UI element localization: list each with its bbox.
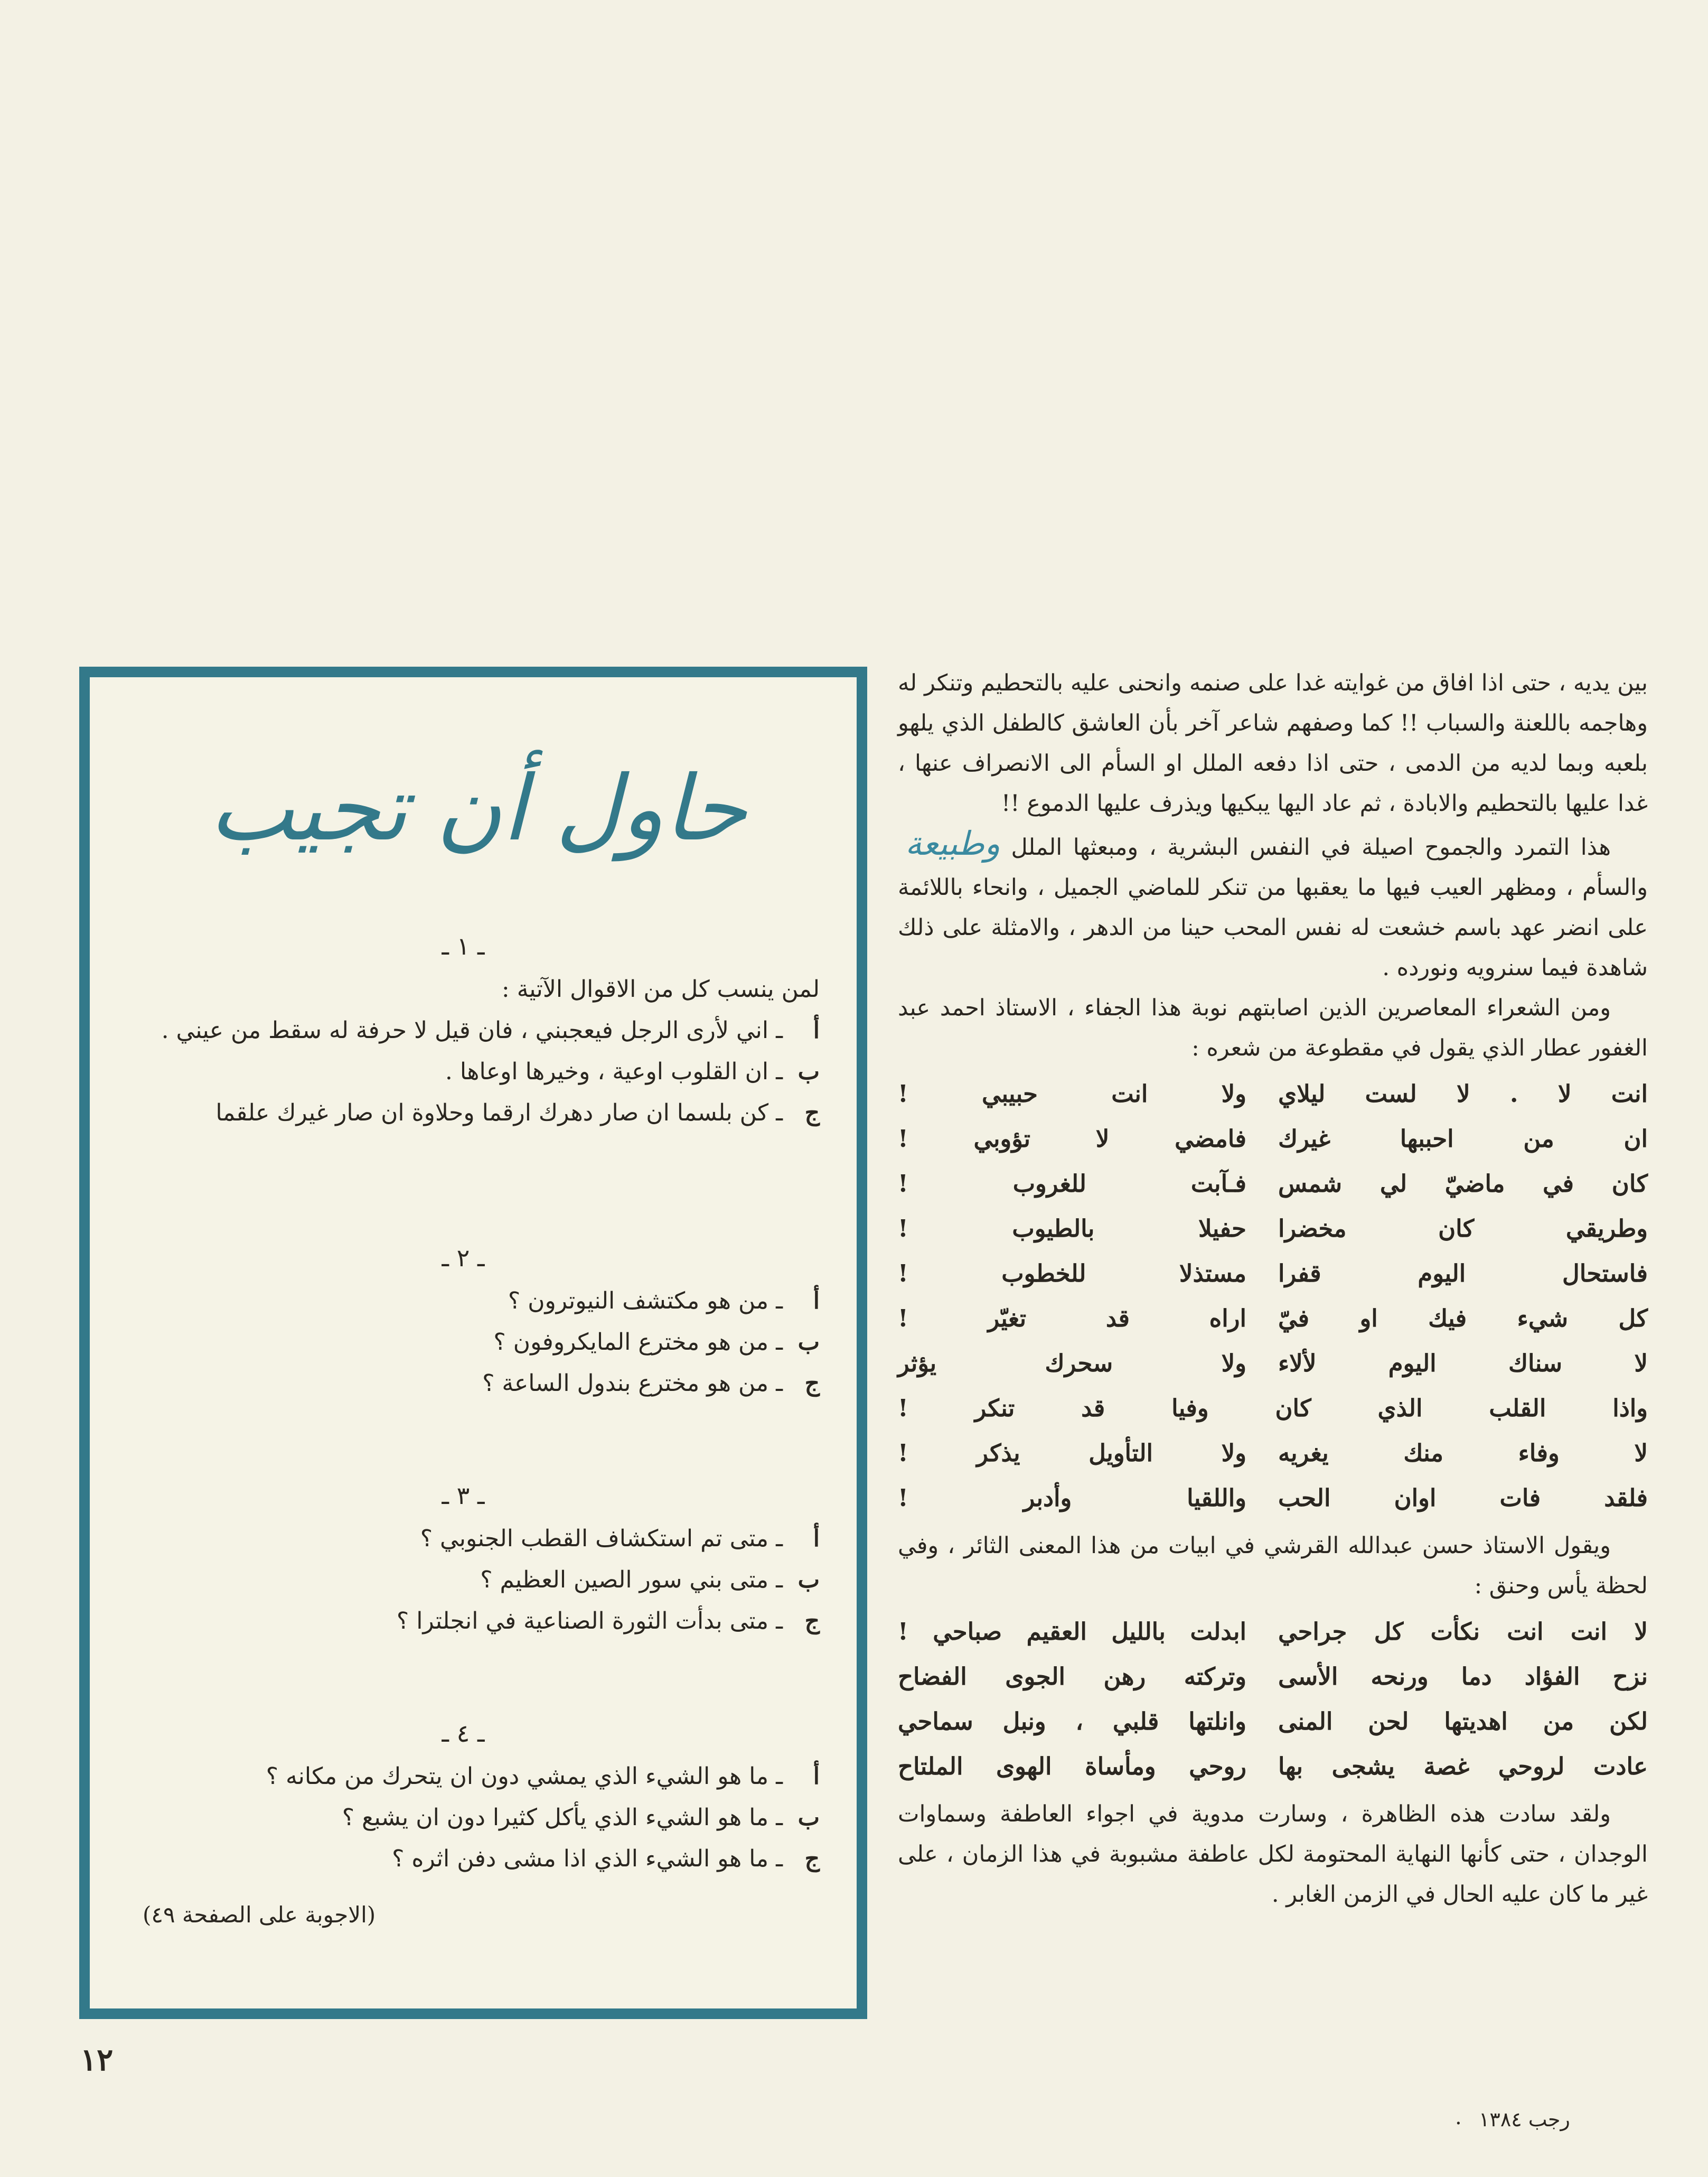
question-letter: ج <box>804 1370 820 1397</box>
verse-second-hemistich: واللقيا وأدبر ! <box>898 1483 1246 1512</box>
verse-first-hemistich: عادت لروحي غصة يشجى بها <box>1278 1752 1648 1780</box>
verse-first-hemistich: ان من احببها غيرك <box>1278 1124 1648 1153</box>
question-letter: ب <box>797 1804 820 1831</box>
question-item <box>107 1797 820 1838</box>
question-letter: ج <box>804 1845 820 1872</box>
issue-date: رجب ١٣٨٤ <box>1479 2108 1570 2131</box>
page-number: ١٢ <box>80 2042 114 2078</box>
section-number: ـ ٤ ـ <box>442 1719 485 1748</box>
verse-second-hemistich: فـآبت للغروب ! <box>898 1169 1246 1198</box>
section-number: ـ ٣ ـ <box>442 1481 485 1510</box>
verse-first-hemistich: لا سناك اليوم لألاء <box>1278 1349 1648 1377</box>
verse-second-hemistich: ولا سحرك يؤثر <box>898 1349 1246 1377</box>
verse-line <box>898 1251 1648 1296</box>
quiz-section-1 <box>107 926 820 1134</box>
verse-line <box>898 1609 1648 1654</box>
verse-line <box>898 1206 1648 1251</box>
poem-qurashi <box>898 1609 1648 1789</box>
question-text: ـ ما هو الشيء الذي اذا مشى دفن اثره ؟ <box>392 1845 783 1872</box>
question-text: ـ من هو مخترع بندول الساعة ؟ <box>482 1370 783 1397</box>
verse-first-hemistich: واذا القلب الذي كان وفيا قد تنكر ! <box>898 1394 1648 1422</box>
verse-first-hemistich: كل شيء فيك او فيّ <box>1278 1304 1648 1332</box>
question-item <box>107 1092 820 1134</box>
question-text: ـ متى بدأت الثورة الصناعية في انجلترا ؟ <box>396 1608 783 1634</box>
verse-first-hemistich: لا انت انت نكأت كل جراحي <box>1278 1617 1648 1646</box>
question-text: ـ متى تم استكشاف القطب الجنوبي ؟ <box>420 1525 783 1552</box>
question-item <box>107 1363 820 1404</box>
article-paragraph-4: ويقول الاستاذ حسن عبدالله القرشي في ابيات من هذا المعنى الثائر ، وفي لحظة يأس وحنق : <box>898 1533 1648 1599</box>
question-item <box>107 1601 820 1642</box>
quiz-section-3 <box>107 1475 820 1642</box>
question-text: ـ من هو مخترع المايكروفون ؟ <box>493 1329 783 1356</box>
article-paragraph-2-rest: والسأم ، ومظهر العيب فيها ما يعقبها من تنكر للماضي الجميل ، وانحاء باللائمة على انضر عهد باسم خشعت له نفس المحب حينا من الدهر ، والامثلة على ذلك شاهدة فيما سنرويه ونورده . <box>898 874 1648 981</box>
question-letter: ج <box>804 1099 820 1126</box>
verse-second-hemistich: فامضي لا تؤوبي ! <box>898 1124 1246 1153</box>
question-text: ـ ما هو الشيء الذي يمشي دون ان يتحرك من مكانه ؟ <box>266 1763 783 1790</box>
verse-line <box>898 1071 1648 1116</box>
verse-line <box>898 1699 1648 1744</box>
verse-second-hemistich: مستذلا للخطوب ! <box>898 1259 1246 1287</box>
question-letter: ب <box>797 1329 820 1356</box>
verse-line <box>898 1431 1648 1475</box>
section-number: ـ ٢ ـ <box>442 1244 485 1272</box>
footer-dot: . <box>1455 2105 1462 2129</box>
section-intro: لمن ينسب كل من الاقوال الآتية : <box>501 976 820 1003</box>
question-letter: أ <box>813 1017 820 1044</box>
question-letter: ج <box>804 1608 820 1634</box>
section-number: ـ ١ ـ <box>442 932 485 960</box>
verse-second-hemistich: روحي ومأساة الهوى الملتاح <box>898 1752 1246 1780</box>
verse-first-hemistich: انت لا . لا لست ليلاي <box>1278 1079 1648 1108</box>
answers-note: (الاجوبة على الصفحة ٤٩) <box>143 1902 376 1928</box>
verse-first-hemistich: كان في ماضيّ لي شمس <box>1278 1169 1648 1198</box>
article-paragraph-1: بين يديه ، حتى اذا افاق من غوايته غدا على صنمه وانحنى عليه بالتحطيم وتنكر له وهاجمه باللعنة والسباب !! كما وصفهم شاعر آخر بأن العاشق كالطفل الذي يلهو بلعبه وبما لديه من الدمى ، حتى اذا دفعه الملل او السأم الى الانصراف عنها ، غدا عليها بالتحطيم والابادة ، ثم عاد اليها يبكيها ويذرف عليها الدموع !! <box>898 670 1648 817</box>
question-item <box>107 1756 820 1797</box>
verse-line <box>898 1744 1648 1789</box>
question-text: ـ اني لأرى الرجل فيعجبني ، فان قيل لا حرفة له سقط من عيني . <box>161 1017 783 1044</box>
question-item <box>107 1051 820 1092</box>
quiz-box <box>79 667 867 2019</box>
question-item <box>107 1010 820 1051</box>
question-item <box>107 1281 820 1322</box>
verse-second-hemistich: ولا التأويل يذكر ! <box>898 1438 1246 1467</box>
verse-second-hemistich: وتركته رهن الجوى الفضاح <box>898 1662 1246 1690</box>
question-letter: أ <box>813 1763 820 1790</box>
question-item <box>107 1322 820 1363</box>
quiz-section-2 <box>107 1237 820 1404</box>
question-text: ـ كن بلسما ان صار دهرك ارقما وحلاوة ان صار غيرك علقما <box>215 1099 783 1126</box>
verse-first-hemistich: وطريقي كان مخضرا <box>1278 1214 1648 1242</box>
verse-line <box>898 1341 1648 1386</box>
verse-line <box>898 1386 1648 1431</box>
article-column <box>898 663 1648 1914</box>
inline-calligraphy-word: وطبيعة <box>905 824 1000 863</box>
question-letter: أ <box>813 1287 820 1314</box>
question-text: ـ متى بني سور الصين العظيم ؟ <box>480 1566 783 1593</box>
quiz-section-4 <box>107 1713 820 1880</box>
verse-first-hemistich: لكن من اهديتها لحن المنى <box>1278 1707 1648 1735</box>
question-text: ـ من هو مكتشف النيوترون ؟ <box>508 1287 783 1314</box>
verse-line <box>898 1161 1648 1206</box>
verse-second-hemistich: اراه قد تغيّر ! <box>898 1304 1246 1332</box>
verse-first-hemistich: فلقد فات اوان الحب <box>1278 1483 1648 1512</box>
verse-second-hemistich: ولا انت حبيبي ! <box>898 1079 1246 1108</box>
question-letter: ب <box>797 1058 820 1085</box>
verse-line <box>898 1296 1648 1341</box>
question-item <box>107 1838 820 1880</box>
verse-second-hemistich: حفيلا بالطيوب ! <box>898 1214 1246 1242</box>
verse-line <box>898 1654 1648 1699</box>
verse-first-hemistich: لا وفاء منك يغريه <box>1278 1438 1648 1467</box>
question-item <box>107 1518 820 1559</box>
article-paragraph-2-start: هذا التمرد والجموح اصيلة في النفس البشرية ، ومبعثها الملل <box>1011 834 1611 861</box>
article-paragraph-3: ومن الشعراء المعاصرين الذين اصابتهم نوبة هذا الجفاء ، الاستاذ احمد عبد الغفور عطار الذي يقول في مقطوعة من شعره : <box>898 995 1648 1061</box>
question-text: ـ ان القلوب اوعية ، وخيرها اوعاها . <box>445 1058 783 1085</box>
article-paragraph-5: ولقد سادت هذه الظاهرة ، وسارت مدوية في اجواء العاطفة وسماوات الوجدان ، حتى كأنها النهاية المحتومة لكل عاطفة مشبوبة في هذا الزمان ، على غير ما كان عليه الحال في الزمن الغابر . <box>898 1801 1648 1908</box>
verse-second-hemistich: وانلتها قلبي ، ونبل سماحي <box>898 1707 1246 1735</box>
question-letter: أ <box>813 1525 820 1552</box>
article-paragraph-2 <box>898 824 1648 988</box>
question-text: ـ ما هو الشيء الذي يأكل كثيرا دون ان يشبع ؟ <box>342 1804 783 1831</box>
verse-line <box>898 1475 1648 1520</box>
question-item <box>107 1559 820 1601</box>
question-letter: ب <box>797 1566 820 1593</box>
quiz-title: حاول أن تجيب <box>209 756 747 861</box>
verse-second-hemistich: ابدلت بالليل العقيم صباحي ! <box>898 1617 1246 1646</box>
verse-first-hemistich: نزح الفؤاد دما ورنحه الأسى <box>1278 1662 1648 1690</box>
verse-line <box>898 1116 1648 1161</box>
poem-attar <box>898 1071 1648 1520</box>
verse-first-hemistich: فاستحال اليوم قفرا <box>1278 1259 1648 1287</box>
